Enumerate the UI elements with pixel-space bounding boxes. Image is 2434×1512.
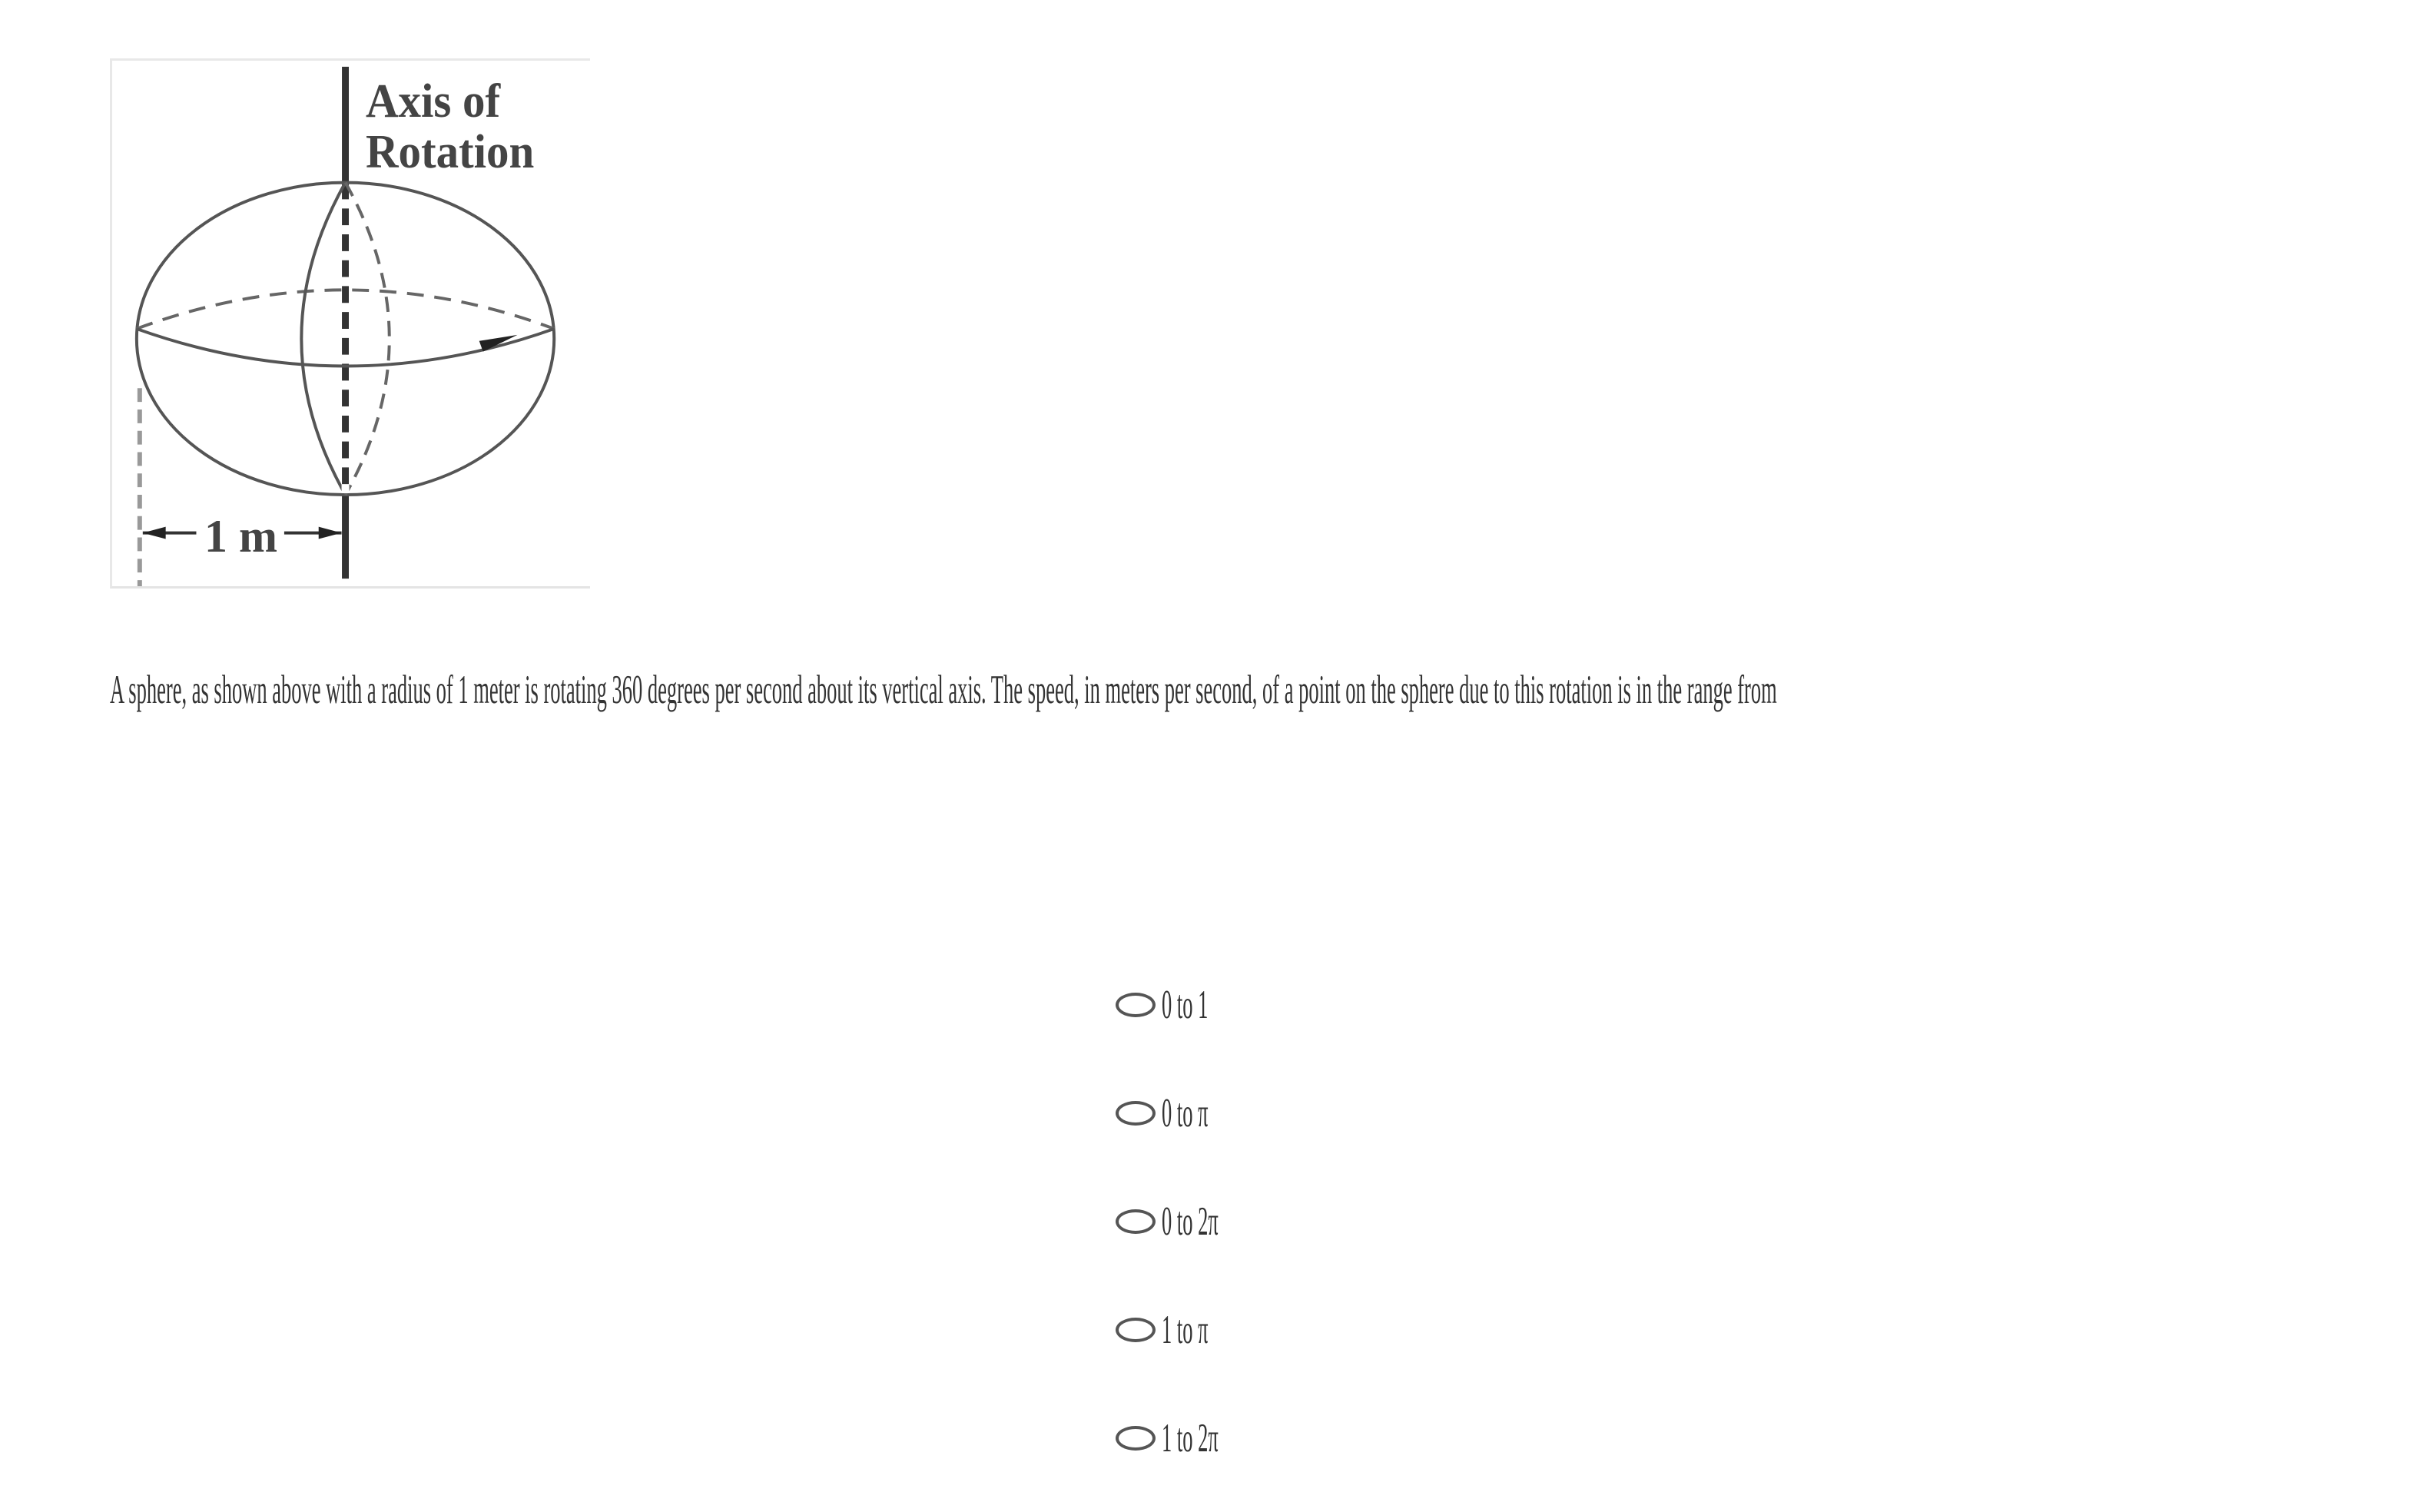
radio-button[interactable]: [1116, 1318, 1156, 1342]
axis-label-line1: Axis of: [366, 75, 501, 128]
option-label: 1 to 2π: [1162, 1416, 1219, 1461]
option-1-to-pi[interactable]: [1116, 1299, 1255, 1361]
radio-button[interactable]: [1116, 1101, 1156, 1126]
option-label: 0 to 2π: [1162, 1199, 1219, 1244]
option-0-to-1[interactable]: [1116, 974, 1255, 1036]
option-0-to-2pi[interactable]: [1116, 1191, 1275, 1252]
radio-button[interactable]: [1116, 993, 1156, 1017]
axis-label: [366, 76, 534, 177]
option-label: 1 to π: [1162, 1308, 1209, 1352]
option-0-to-pi[interactable]: [1116, 1083, 1255, 1144]
question-text: A sphere, as shown above with a radius of 1 meter is rotating 360 degrees per second about its vertical axis. The speed, in meters per second, of a point on the sphere due to this rotation is in the range from: [110, 668, 1777, 712]
radio-button[interactable]: [1116, 1426, 1156, 1451]
radio-button[interactable]: [1116, 1209, 1156, 1234]
option-label: 0 to 1: [1162, 983, 1209, 1027]
sphere-rotation-figure: [110, 58, 590, 589]
axis-label-line2: Rotation: [366, 126, 535, 178]
option-1-to-2pi[interactable]: [1116, 1408, 1275, 1469]
radius-label: 1 m: [204, 511, 277, 562]
option-label: 0 to π: [1162, 1091, 1209, 1136]
